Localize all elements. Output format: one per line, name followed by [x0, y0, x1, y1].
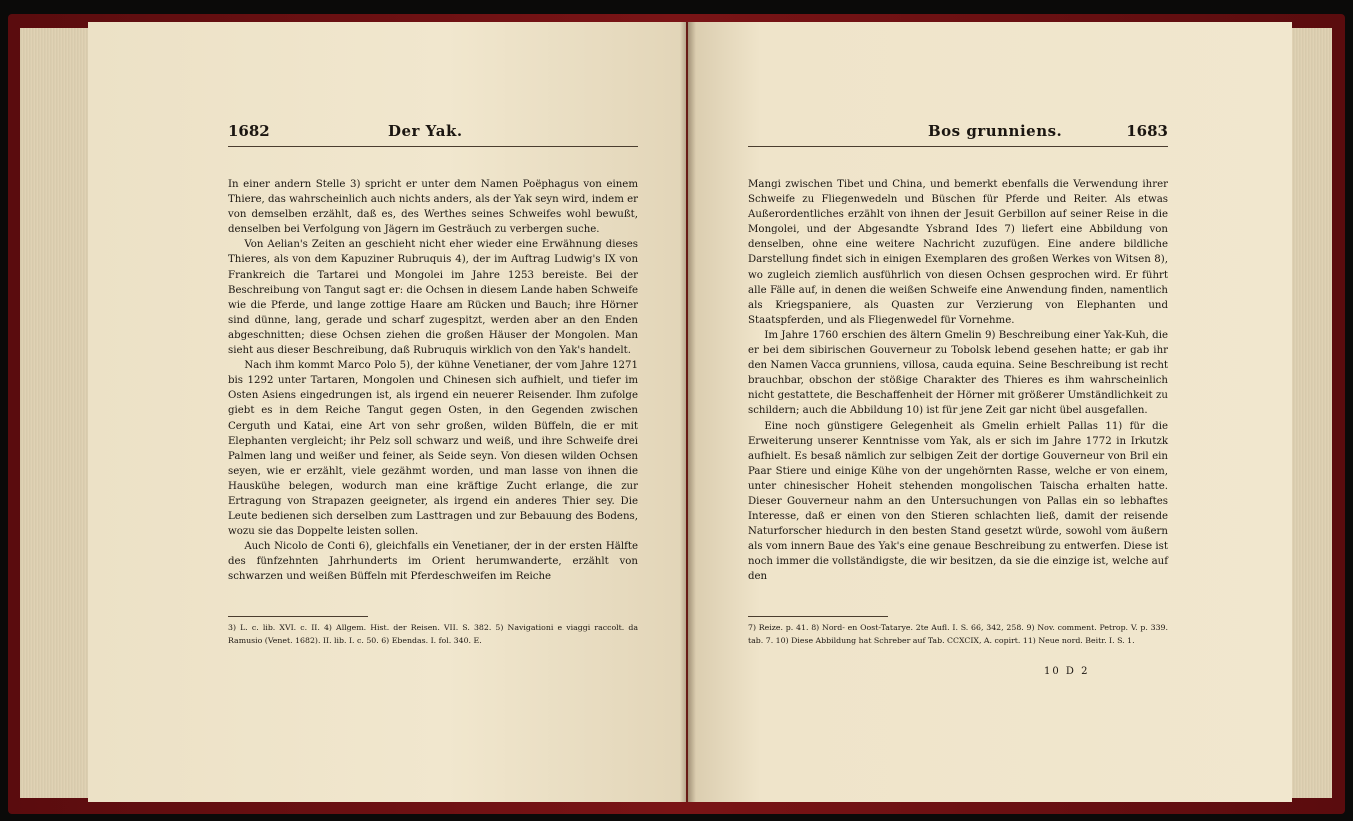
right-page: [688, 22, 1292, 802]
page-edges-left: [20, 28, 92, 798]
signature-mark: 10 D 2: [1044, 666, 1090, 677]
right-paragraph-1: Mangi zwischen Tibet und China, und bemerkt ebenfalls die Verwendung ihrer Schweife zu Fliegenwedeln und Büschen für Pferde und Reiter. Als etwas Außerordentliches erzählt von ihnen der Jesuit Gerbillon auf seiner Reise in die Mongolei, und der Abgesandte Ysbrand Ides 7) liefert eine Abbildung von denselben, ohne eine weitere Nachricht zuzufügen. Eine andere bildliche Darstellung findet sich in einigen Exemplaren des großen Werkes von Witsen 8), wo zugleich ziemlich ausführlich von diesen Ochsen gesprochen wird. Er führt alle Fälle auf, in denen die weißen Schweife eine Anwendung finden, namentlich als Kriegspaniere, als Quasten zur Verzierung von Elephanten und Staatspferden, und als Fliegenwedel für Vornehme.: [748, 179, 1168, 326]
left-page-header: [228, 122, 638, 150]
left-page-number: 1682: [228, 122, 270, 140]
page-edges-right: [1290, 28, 1332, 798]
left-footnotes: 3) L. c. lib. XVI. c. II. 4) Allgem. Hist. der Reisen. VII. S. 382. 5) Navigationi e viaggi raccolt. da Ramusio (Venet. 1682). II. lib. I. c. 50. 6) Ebendas. I. fol. 340. E.: [228, 623, 638, 645]
right-running-head: Bos grunniens.: [928, 122, 1063, 140]
left-running-head: Der Yak.: [388, 122, 463, 140]
left-footnote-rule: [228, 616, 368, 617]
left-paragraph-4: Auch Nicolo de Conti 6), gleichfalls ein Venetianer, der in der ersten Hälfte des fünfzehnten Jahrhunderts im Orient herumwanderte, erzählt von schwarzen und weißen Büffeln mit Pferdeschweifen im Reiche: [228, 541, 638, 583]
left-paragraph-2: Von Aelian's Zeiten an geschieht nicht eher wieder eine Erwähnung dieses Thieres, als von dem Kapuziner Rubruquis 4), der im Auftrag Ludwig's IX von Frankreich die Tartarei und Mongolei im Jahre 1253 bereiste. Bei der Beschreibung von Tangut sagt er: die Ochsen in diesem Lande haben Schweife wie die Pferde, und lange zottige Haare am Rücken und Bauch; ihre Hörner sind dünne, lang, gerade und scharf zugespitzt, werden aber an den Enden abgeschnitten; diese Ochsen ziehen die großen Häuser der Mongolen. Man sieht aus dieser Beschreibung, daß Rubruquis wirklich von den Yak's handelt.: [228, 239, 638, 357]
left-paragraph-3: Nach ihm kommt Marco Polo 5), der kühne Venetianer, der vom Jahre 1271 bis 1292 unter Tartaren, Mongolen und Chinesen sich aufhielt, und tiefer im Osten Asiens eingedrungen ist, als irgend ein neuerer Reisender. Ihm zufolge giebt es in dem Reiche Tangut gegen Osten, in den Gegenden zwischen Cerguth und Katai, eine Art von sehr großen, wilden Büffeln, die er mit Elephanten vergleicht; ihr Pelz soll schwarz und weiß, und ihre Schweife drei Palmen lang und weißer und feiner, als Seide seyn. Von diesen wilden Ochsen seyen, wie er erzählt, viele gezähmt worden, und man lasse von ihnen die Hauskühe belegen, wodurch man eine kräftige Zucht erlange, die zur Ertragung von Strapazen geeigneter, als irgend ein anderes Thier sey. Die Leute bedienen sich derselben zum Lasttragen und zur Bebauung des Bodens, wozu sie das Doppelte leisten sollen.: [228, 360, 638, 538]
right-paragraph-2: Im Jahre 1760 erschien des ältern Gmelin 9) Beschreibung einer Yak-Kuh, die er bei dem sibirischen Gouverneur zu Tobolsk lebend gesehen hatte; er gab ihr den Namen Vacca grunniens, villosa, cauda equina. Seine Beschreibung ist recht brauchbar, obschon der stößige Charakter des Thieres es ihm wahrscheinlich nicht gestattete, die Beschaffenheit der Hörner mit größerer Umständlichkeit zu schildern; auch die Abbildung 10) ist für jene Zeit gar nicht übel ausgefallen.: [748, 329, 1168, 417]
right-header-rule: [748, 146, 1168, 147]
right-page-number: 1683: [1126, 122, 1168, 140]
left-paragraph-1: In einer andern Stelle 3) spricht er unter dem Namen Poëphagus von einem Thiere, das wahrscheinlich auch nichts anders, als der Yak seyn wird, indem er von demselben erzählt, daß es, des Werthes seines Schweifes wohl bewußt, denselben bei Verfolgung von Jägern im Gesträuch zu verbergen suche.: [228, 179, 638, 236]
left-page-body: [228, 177, 638, 585]
left-page: [88, 22, 686, 802]
right-page-header: [748, 122, 1168, 150]
right-footnotes: 7) Reize. p. 41. 8) Nord- en Oost-Tatarye. 2te Aufl. I. S. 66, 342, 258. 9) Nov. comment. Petrop. V. p. 339. tab. 7. 10) Diese Abbildung hat Schreber auf Tab. CCXCIX, A. copirt. 11) Neue nord. Beitr. I. S. 1.: [748, 623, 1168, 645]
book-gutter: [680, 22, 696, 802]
right-footnote-rule: [748, 616, 888, 617]
right-paragraph-3: Eine noch günstigere Gelegenheit als Gmelin erhielt Pallas 11) für die Erweiterung unserer Kenntnisse vom Yak, als er sich im Jahre 1772 in Irkutzk aufhielt. Es besaß nämlich zur selbigen Zeit der dortige Gouverneur von Bril ein Paar Stiere und einige Kühe von der ungehörnten Rasse, welche er von einem, unter chinesischer Hoheit stehenden mongolischen Taischa erhalten hatte. Dieser Gouverneur nahm an den Untersuchungen von Pallas ein so lebhaftes Interesse, daß er einen von den Stieren schlachten ließ, damit der reisende Naturforscher hiedurch in den besten Stand gesetzt würde, sowohl vom äußern als vom innern Baue des Yak's eine genaue Beschreibung zu entwerfen. Diese ist noch immer die vollständigste, die wir besitzen, da sie die einzige ist, welche auf den: [748, 420, 1168, 583]
right-page-body: [748, 177, 1168, 585]
left-header-rule: [228, 146, 638, 147]
